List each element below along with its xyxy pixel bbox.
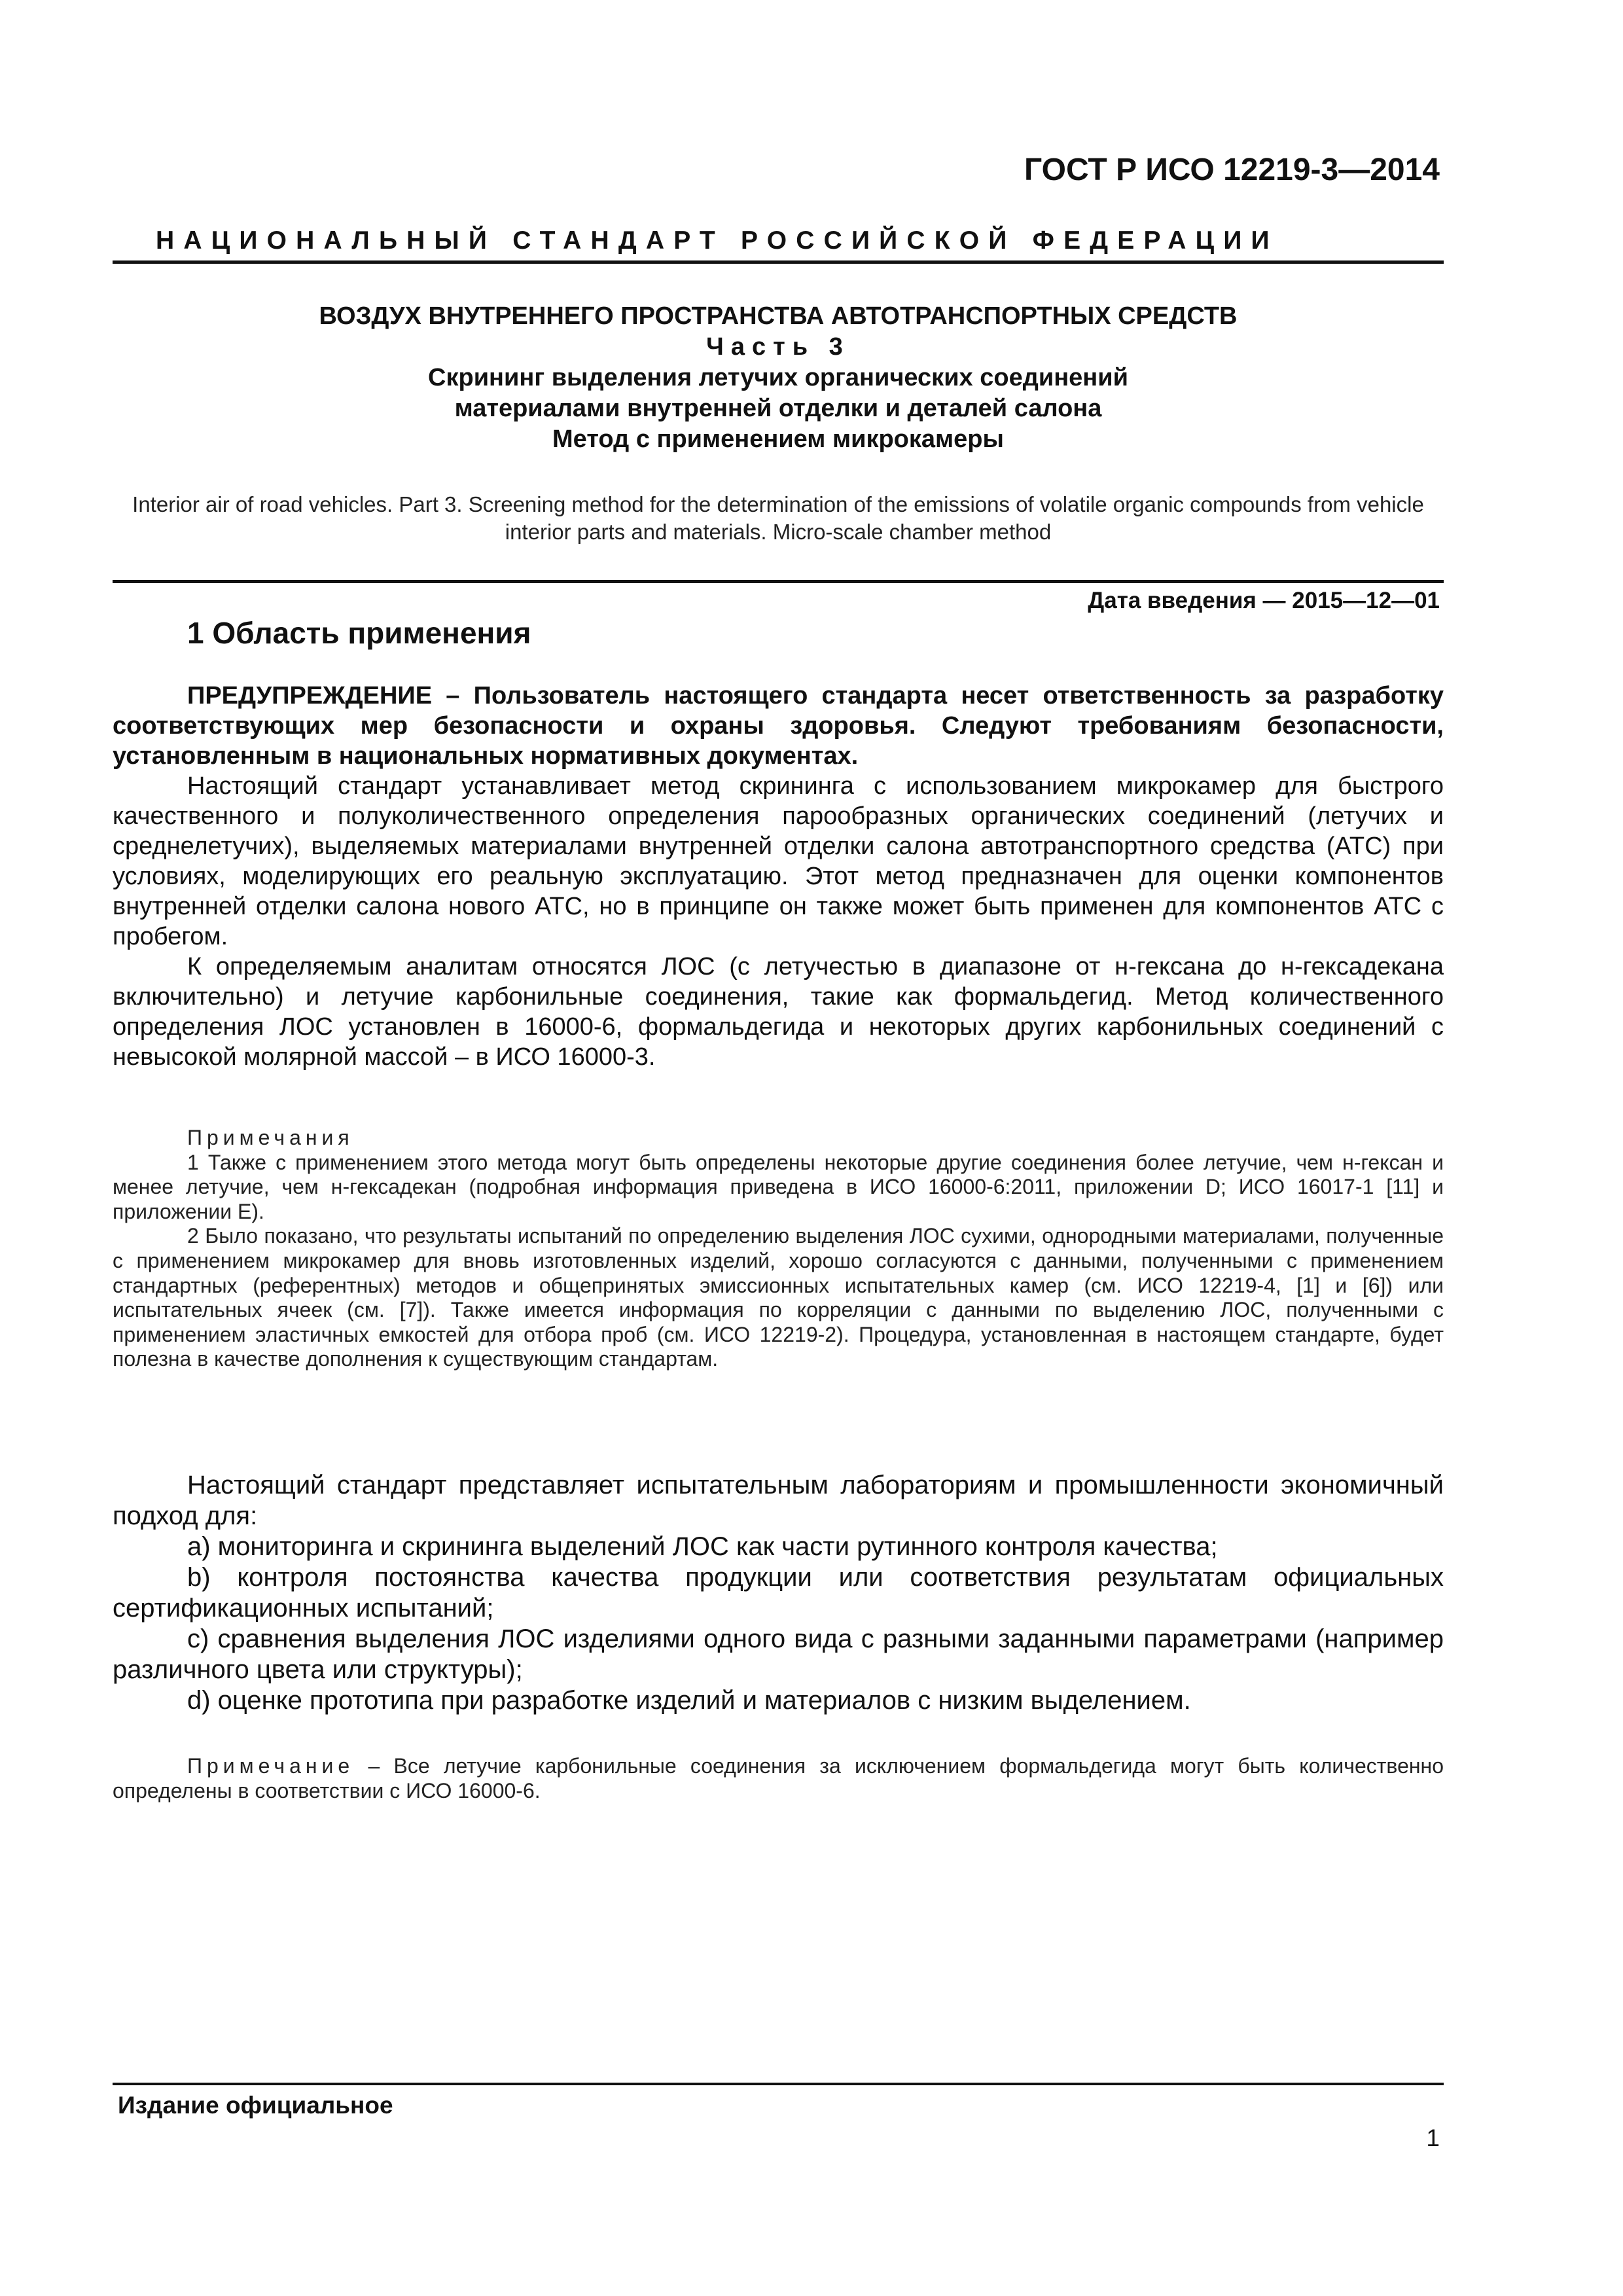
note-1: 1 Также с применением этого метода могут быть определены некоторые другие соединения более летучие, чем н-гексан и менее летучие, чем н-гексадекан (подробная информация приведена в ИСО 16000-6:2011, приложении D; ИСО 16017-1 [11] и приложении E).	[113, 1150, 1444, 1223]
approach-block	[113, 1470, 1444, 1716]
approach-item-d: d) оценке прототипа при разработке изделий и материалов с низким выделением.	[187, 1686, 1191, 1715]
page-number: 1	[1426, 2125, 1440, 2151]
section-body	[113, 681, 1444, 1072]
english-title: Interior air of road vehicles. Part 3. Screening method for the determination of the emissions of volatile organic compounds from vehicle interior parts and materials. Micro-scale chamber method	[132, 492, 1424, 544]
final-note-label: Примечание	[187, 1754, 355, 1778]
title-line-3: Скрининг выделения летучих органических соединений	[428, 364, 1128, 391]
official-edition-label: Издание официальное	[118, 2092, 393, 2119]
analytes-paragraph: К определяемым аналитам относятся ЛОС (с летучестью в диапазоне от н-гексана до н-гексадекана включительно) и летучие карбонильные соединения, такие как формальдегид. Метод количественного определения ЛОС установлен в 16000-6, формальдегида и некоторых других карбонильных соединений с невысокой молярной массой – в ИСО 16000-3.	[113, 953, 1444, 1071]
notes-block	[113, 1126, 1444, 1372]
introduction-date: Дата введения — 2015—12—01	[1088, 588, 1440, 613]
standard-designation: ГОСТ Р ИСО 12219-3—2014	[1024, 152, 1440, 187]
warning-paragraph: ПРЕДУПРЕЖДЕНИЕ – Пользователь настоящего стандарта несет ответственность за разработку соответствующих мер безопасности и охраны здоровья. Следуют требованиям безопасности, установленным в национальных нормативных документах.	[113, 682, 1444, 770]
final-note-text: – Все летучие карбонильные соединения за исключением формальдегида могут быть количественно определены в соответствии с ИСО 16000-6.	[113, 1754, 1444, 1803]
title-divider	[113, 580, 1444, 583]
approach-item-a: a) мониторинга и скрининга выделений ЛОС как части рутинного контроля качества;	[187, 1532, 1218, 1561]
title-line-1: ВОЗДУХ ВНУТРЕННЕГО ПРОСТРАНСТВА АВТОТРАНСПОРТНЫХ СРЕДСТВ	[319, 302, 1238, 330]
scope-paragraph: Настоящий стандарт устанавливает метод скрининга с использованием микрокамер для быстрого качественного и полуколичественного определения парообразных органических соединений (летучих и среднелетучих), выделяемых материалами внутренней отделки салона автотранспортного средства (АТС) при условиях, моделирующих его реальную эксплуатацию. Этот метод предназначен для оценки компонентов внутренней отделки салона нового АТС, но в принципе он также может быть применен для компонентов АТС с пробегом.	[113, 772, 1444, 950]
section-heading: 1 Область применения	[187, 616, 531, 650]
document-title	[113, 301, 1444, 455]
title-line-4: материалами внутренней отделки и деталей салона	[454, 395, 1102, 422]
note-2: 2 Было показано, что результаты испытаний по определению выделения ЛОС сухими, однородными материалами, полученные с применением микрокамер для вновь изготовленных изделий, хорошо согласуются с данными, полученными с применением стандартных (референтных) методов и общепринятых эмиссионных испытательных камер (см. ИСО 12219-4, [1] и [6]) или испытательных ячеек (см. [7]). Также имеется информация по корреляции с данными по выделению ЛОС, полученными с применением эластичных емкостей для отбора проб (см. ИСО 12219-2). Процедура, установленная в настоящем стандарте, будет полезна в качестве дополнения к существующим стандартам.	[113, 1224, 1444, 1371]
national-standard-banner: НАЦИОНАЛЬНЫЙ СТАНДАРТ РОССИЙСКОЙ ФЕДЕРАЦИИ	[156, 226, 1279, 255]
title-line-5: Метод с применением микрокамеры	[552, 425, 1004, 453]
final-note	[113, 1754, 1444, 1803]
notes-title: Примечания	[187, 1126, 354, 1149]
approach-item-c: c) сравнения выделения ЛОС изделиями одного вида с разными заданными параметрами (например различного цвета или структуры);	[113, 1624, 1444, 1684]
title-part: Часть 3	[706, 333, 850, 361]
approach-item-b: b) контроля постоянства качества продукции или соответствия результатам официальных сертификационных испытаний;	[113, 1563, 1444, 1623]
header-divider	[113, 260, 1444, 264]
approach-intro: Настоящий стандарт представляет испытательным лабораториям и промышленности экономичный подход для:	[113, 1471, 1444, 1530]
footer-divider	[113, 2083, 1444, 2085]
